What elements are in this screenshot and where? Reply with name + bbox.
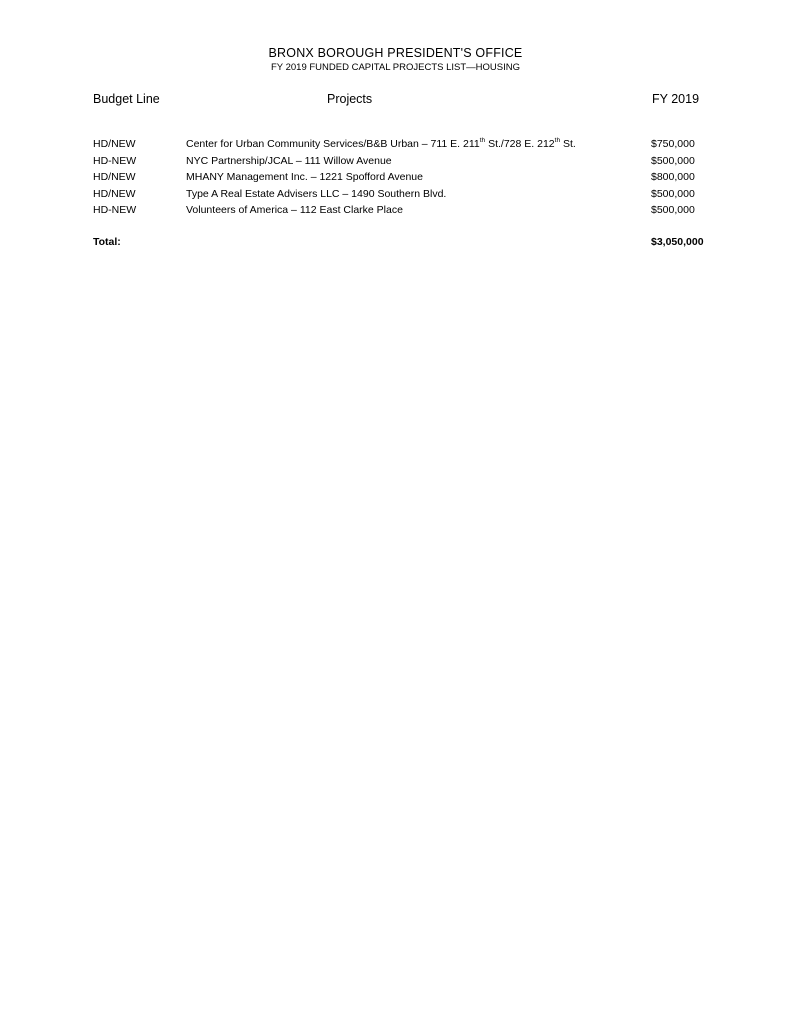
budget-line-cell: HD/NEW bbox=[93, 171, 136, 183]
ordinal-suffix: th bbox=[554, 137, 561, 144]
amount-cell: $800,000 bbox=[651, 171, 695, 183]
table-row bbox=[0, 204, 791, 221]
budget-line-cell: HD/NEW bbox=[93, 187, 136, 200]
amount-cell: $750,000 bbox=[651, 138, 695, 150]
column-header-budget-line: Budget Line bbox=[93, 92, 160, 106]
column-header-fy: FY 2019 bbox=[652, 92, 700, 106]
document-title: BRONX BOROUGH PRESIDENT'S OFFICE bbox=[268, 46, 523, 60]
project-cell: MHANY Management Inc. – 1221 Spofford Avenue bbox=[186, 171, 423, 183]
project-cell: Volunteers of America – 112 East Clarke Place bbox=[186, 204, 403, 216]
column-header-projects: Projects bbox=[327, 92, 373, 106]
project-cell: NYC Partnership/JCAL – 111 Willow Avenue bbox=[186, 154, 392, 167]
project-text-part: Center for Urban Community Services/B&B Urban – 711 E. 211 bbox=[186, 138, 480, 150]
table-row bbox=[0, 138, 791, 155]
amount-cell: $500,000 bbox=[651, 154, 695, 167]
project-cell: Type A Real Estate Advisers LLC – 1490 Southern Blvd. bbox=[186, 187, 447, 200]
projects-table bbox=[0, 138, 791, 221]
budget-line-cell: HD-NEW bbox=[93, 204, 137, 216]
total-value: $3,050,000 bbox=[651, 236, 704, 248]
project-text-part: St./728 E. 212 bbox=[485, 138, 555, 150]
ordinal-suffix: th bbox=[479, 137, 486, 144]
project-text-part: St. bbox=[560, 138, 576, 150]
total-label: Total: bbox=[93, 236, 121, 248]
project-cell bbox=[186, 138, 576, 150]
amount-cell: $500,000 bbox=[651, 204, 695, 216]
budget-line-cell: HD-NEW bbox=[93, 154, 137, 167]
document-subtitle: FY 2019 FUNDED CAPITAL PROJECTS LIST—HOUSING bbox=[271, 62, 520, 73]
budget-line-cell: HD/NEW bbox=[93, 138, 136, 150]
table-row bbox=[0, 155, 791, 172]
amount-cell: $500,000 bbox=[651, 187, 695, 200]
table-row bbox=[0, 171, 791, 188]
table-row bbox=[0, 188, 791, 205]
